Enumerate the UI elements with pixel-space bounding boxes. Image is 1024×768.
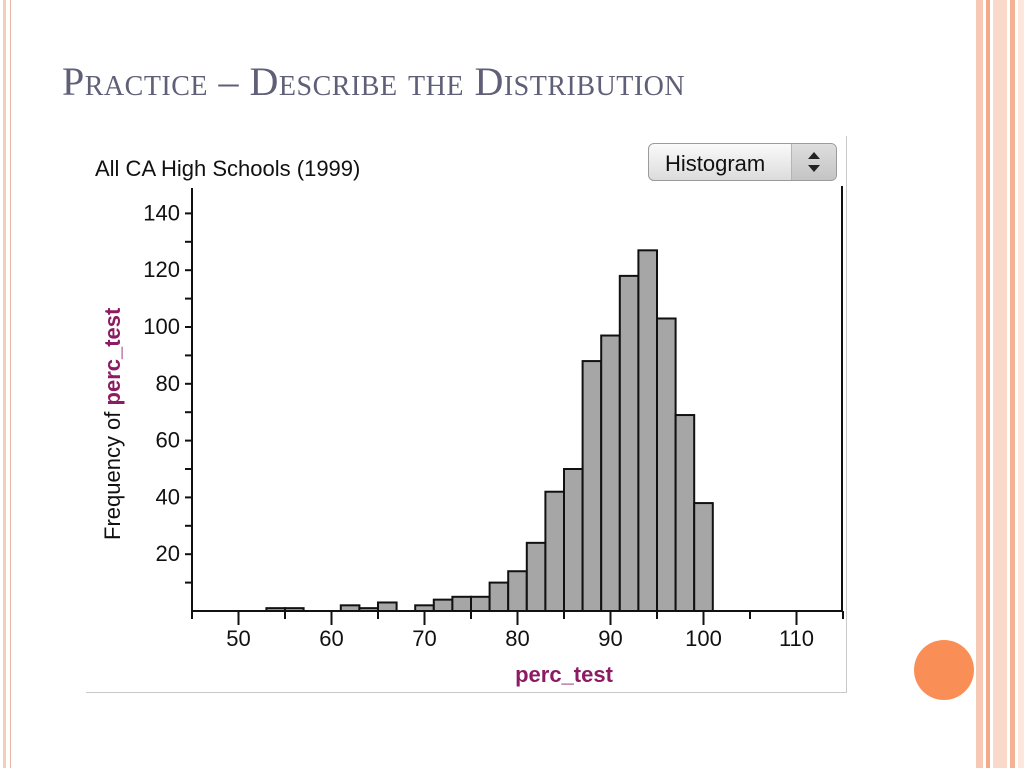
y-tick-label: 120: [143, 257, 180, 283]
y-axis-label-variable: perc_test: [100, 307, 125, 406]
orange-dot-decoration: [914, 640, 974, 700]
x-tick-label: 60: [319, 626, 344, 651]
x-tick-label: 90: [598, 626, 623, 651]
y-tick-label: 20: [155, 541, 180, 567]
slide-right-stripes: [976, 0, 1024, 768]
slide-left-border: [0, 0, 11, 768]
x-tick-label: 70: [412, 626, 437, 651]
x-tick-label: 80: [505, 626, 530, 651]
histogram-bar: [564, 469, 583, 611]
histogram-bar: [676, 415, 695, 611]
x-axis-label: perc_test: [515, 662, 613, 687]
chart-title: All CA High Schools (1999): [95, 156, 361, 181]
y-tick-label: 100: [143, 314, 180, 339]
slide-title: Practice – Describe the Distribution: [62, 59, 686, 104]
histogram-bar: [508, 571, 527, 611]
x-tick-label: 110: [778, 626, 815, 651]
histogram-bar: [434, 600, 453, 611]
histogram-bar: [601, 336, 620, 611]
histogram-bar: [694, 503, 713, 611]
y-tick-label: 40: [155, 484, 180, 510]
histogram-bar: [545, 492, 564, 611]
right-stripe: [976, 0, 983, 768]
histogram-bar: [452, 597, 471, 611]
right-stripe: [986, 0, 990, 768]
right-stripe: [1018, 0, 1024, 768]
y-tick-label: 80: [155, 370, 180, 396]
x-tick-label: 50: [226, 626, 251, 651]
y-axis-label: [100, 307, 125, 540]
histogram-bar: [378, 602, 397, 611]
histogram-bar: [620, 276, 639, 611]
right-stripe: [1010, 0, 1015, 768]
histogram-select-label: Histogram: [665, 151, 766, 176]
histogram-plot: [86, 136, 846, 692]
histogram-bar: [638, 250, 657, 611]
x-tick-label: 100: [685, 626, 722, 651]
histogram-bar: [490, 583, 509, 611]
histogram-bar: [583, 361, 602, 611]
histogram-chart-panel: [86, 136, 847, 693]
histogram-bar: [657, 318, 676, 611]
y-tick-label: 140: [143, 200, 180, 226]
y-tick-label: 60: [155, 427, 180, 453]
histogram-bar: [471, 597, 490, 611]
histogram-bar: [527, 543, 546, 611]
y-axis-label-prefix: Frequency of: [100, 405, 125, 540]
right-stripe: [993, 0, 1007, 768]
